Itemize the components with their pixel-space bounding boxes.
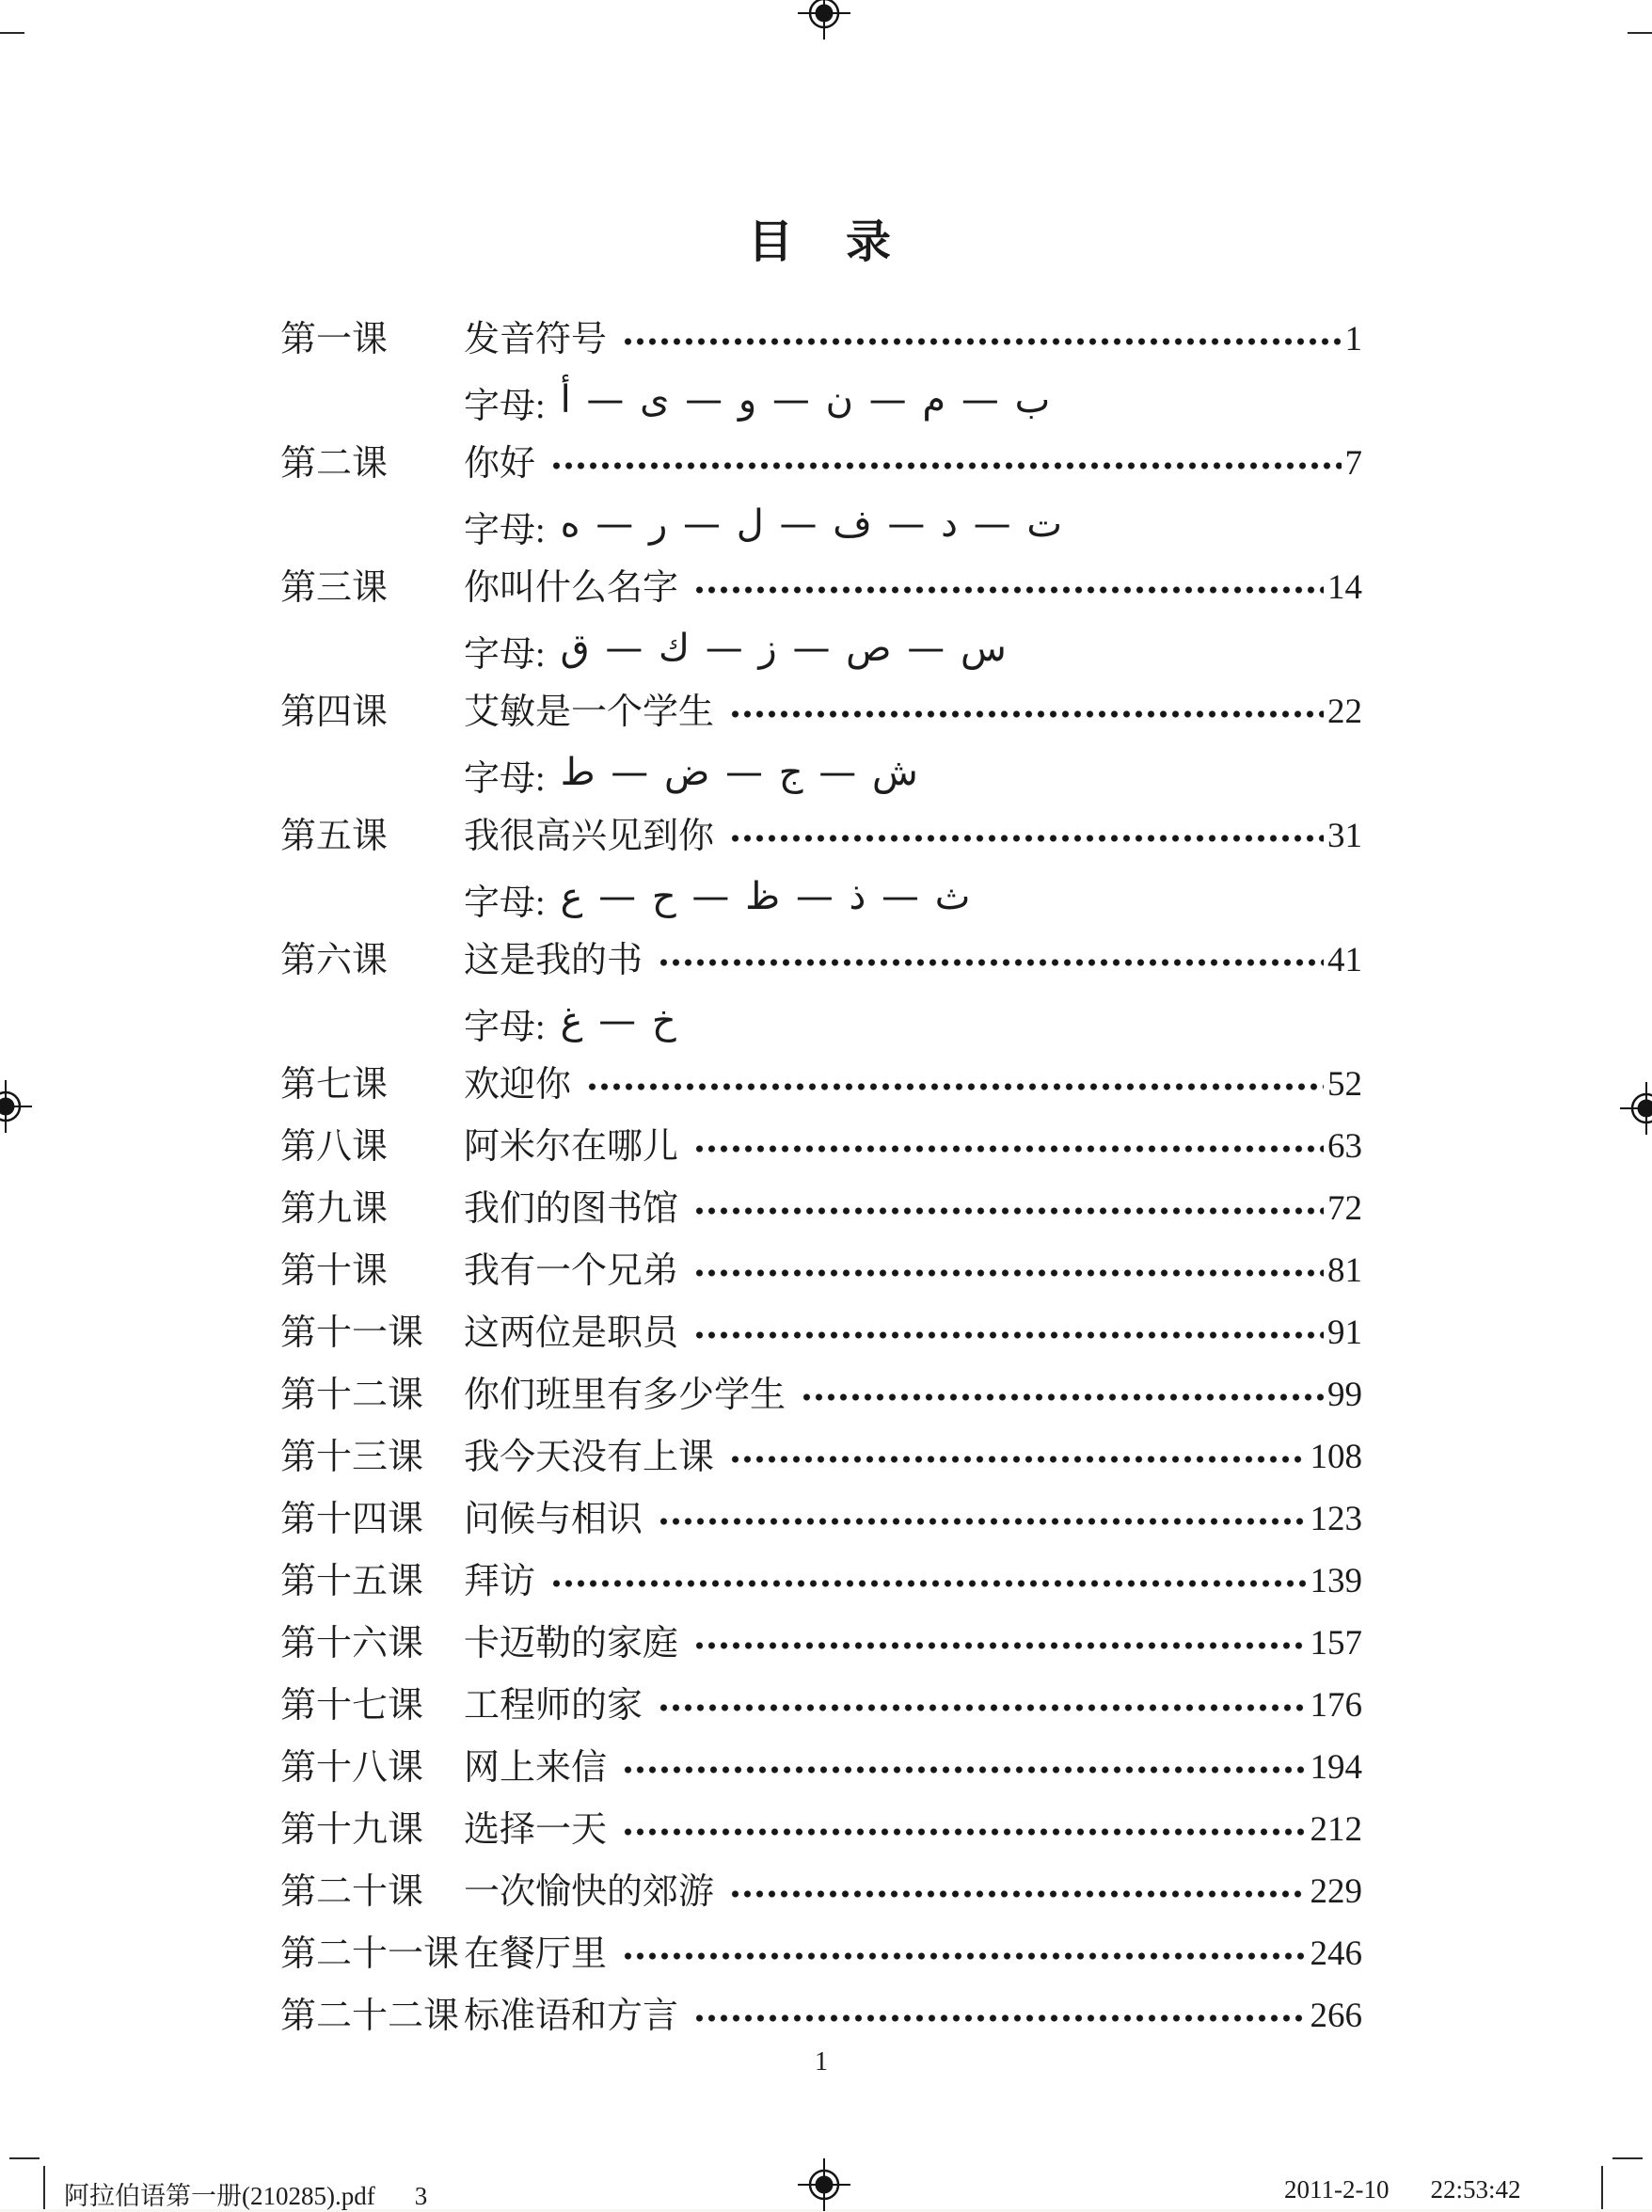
letters-label: 字母: <box>464 625 546 676</box>
lesson-title: 拜访 <box>464 1551 539 1613</box>
lesson-title: 标准语和方言 <box>464 1985 682 2047</box>
lesson-title: 工程师的家 <box>464 1675 646 1737</box>
toc-list <box>280 309 1362 2047</box>
toc-letters-row <box>280 371 1362 433</box>
lesson-title: 你叫什么名字 <box>464 557 682 619</box>
toc-entry-row <box>280 1799 1362 1861</box>
dot-leader <box>548 1551 1306 1613</box>
dot-leader <box>620 309 1341 371</box>
dot-leader <box>691 557 1324 619</box>
lesson-page-number: 194 <box>1310 1737 1363 1799</box>
lesson-page-number: 81 <box>1327 1240 1362 1302</box>
lesson-number-label: 第一课 <box>280 309 464 371</box>
registration-target-icon <box>0 1080 32 1133</box>
toc-entry-row <box>280 433 1362 495</box>
lesson-page-number: 41 <box>1327 930 1362 992</box>
dot-leader <box>656 1675 1306 1737</box>
lesson-number-label: 第十二课 <box>280 1364 464 1426</box>
lesson-title: 在餐厅里 <box>464 1923 611 1985</box>
lesson-page-number: 31 <box>1327 805 1362 867</box>
toc-letters-row <box>280 743 1362 805</box>
lesson-title: 一次愉快的郊游 <box>464 1861 718 1923</box>
toc-entry-row <box>280 1116 1362 1178</box>
lesson-page-number: 108 <box>1310 1426 1363 1488</box>
toc-entry-row <box>280 681 1362 743</box>
lesson-page-number: 14 <box>1327 557 1362 619</box>
dot-leader <box>727 805 1324 867</box>
lesson-number-label: 第四课 <box>280 681 464 743</box>
toc-entry-row <box>280 309 1362 371</box>
lesson-page-number: 176 <box>1310 1675 1363 1737</box>
toc-entry-row <box>280 1178 1362 1240</box>
lesson-number-label: 第十九课 <box>280 1799 464 1861</box>
footer-right <box>1284 2175 1521 2204</box>
toc-letters-row <box>280 992 1362 1054</box>
footer-sheet-number: 3 <box>415 2182 428 2210</box>
letters-label: 字母: <box>464 997 546 1049</box>
toc-letters-row <box>280 867 1362 930</box>
toc-entry-row <box>280 1923 1362 1985</box>
lesson-number-label: 第十五课 <box>280 1551 464 1613</box>
dot-leader <box>727 1426 1306 1488</box>
dot-leader <box>620 1737 1306 1799</box>
crop-mark <box>43 2166 45 2209</box>
letters-label: 字母: <box>464 501 546 552</box>
lesson-title: 选择一天 <box>464 1799 611 1861</box>
toc-entry-row <box>280 1737 1362 1799</box>
lesson-title: 我有一个兄弟 <box>464 1240 682 1302</box>
toc-entry-row <box>280 1985 1362 2047</box>
toc-entry-row <box>280 1613 1362 1675</box>
toc-letters-row <box>280 495 1362 557</box>
lesson-page-number: 1 <box>1345 309 1363 371</box>
lesson-title: 阿米尔在哪儿 <box>464 1116 682 1178</box>
toc-entry-row <box>280 1302 1362 1364</box>
lesson-page-number: 123 <box>1310 1488 1363 1551</box>
lesson-number-label: 第五课 <box>280 805 464 867</box>
crop-mark <box>1601 2166 1603 2209</box>
lesson-page-number: 157 <box>1310 1613 1363 1675</box>
arabic-letters: ع — ح — ظ — ذ — ث <box>561 875 971 918</box>
lesson-number-label: 第十课 <box>280 1240 464 1302</box>
registration-target-icon <box>798 0 850 40</box>
toc-entry-row <box>280 557 1362 619</box>
crop-mark <box>1612 2157 1643 2159</box>
lesson-page-number: 63 <box>1327 1116 1362 1178</box>
arabic-letters: ط — ض — ج — ش <box>561 751 918 794</box>
lesson-title: 我们的图书馆 <box>464 1178 682 1240</box>
dot-leader <box>691 1302 1324 1364</box>
lesson-number-label: 第二课 <box>280 433 464 495</box>
toc-entry-row <box>280 805 1362 867</box>
letters-label: 字母: <box>464 749 546 801</box>
lesson-title: 我很高兴见到你 <box>464 805 718 867</box>
footer-filename: 阿拉伯语第一册(210285).pdf <box>64 2182 375 2210</box>
dot-leader <box>691 1116 1324 1178</box>
lesson-number-label: 第十四课 <box>280 1488 464 1551</box>
page-number: 1 <box>280 2047 1362 2077</box>
dot-leader <box>727 681 1324 743</box>
lesson-title: 你好 <box>464 433 539 495</box>
lesson-title: 艾敏是一个学生 <box>464 681 718 743</box>
toc-entry-row <box>280 1240 1362 1302</box>
lesson-title: 发音符号 <box>464 309 611 371</box>
footer-time: 22:53:42 <box>1430 2175 1520 2204</box>
lesson-page-number: 139 <box>1310 1551 1363 1613</box>
dot-leader <box>691 1613 1306 1675</box>
letters-label: 字母: <box>464 873 546 925</box>
lesson-number-label: 第二十一课 <box>280 1923 464 1985</box>
lesson-number-label: 第十一课 <box>280 1302 464 1364</box>
dot-leader <box>656 930 1324 992</box>
toc-entry-row <box>280 1488 1362 1551</box>
arabic-letters: غ — خ <box>561 999 676 1042</box>
lesson-number-label: 第七课 <box>280 1054 464 1116</box>
footer-date: 2011-2-10 <box>1284 2175 1389 2204</box>
lesson-page-number: 72 <box>1327 1178 1362 1240</box>
crop-mark <box>0 32 24 34</box>
lesson-number-label: 第十三课 <box>280 1426 464 1488</box>
lesson-number-label: 第二十二课 <box>280 1985 464 2047</box>
toc-letters-row <box>280 619 1362 681</box>
lesson-page-number: 52 <box>1327 1054 1362 1116</box>
arabic-letters: ق — ك — ز — ص — س <box>561 627 1007 670</box>
lesson-page-number: 266 <box>1310 1985 1363 2047</box>
lesson-number-label: 第八课 <box>280 1116 464 1178</box>
lesson-title: 你们班里有多少学生 <box>464 1364 789 1426</box>
lesson-title: 问候与相识 <box>464 1488 646 1551</box>
lesson-page-number: 7 <box>1345 433 1363 495</box>
crop-mark <box>9 2157 40 2159</box>
dot-leader <box>691 1985 1306 2047</box>
lesson-page-number: 22 <box>1327 681 1362 743</box>
crop-mark <box>1628 32 1652 34</box>
dot-leader <box>799 1364 1324 1426</box>
lesson-number-label: 第九课 <box>280 1178 464 1240</box>
dot-leader <box>656 1488 1306 1551</box>
lesson-number-label: 第六课 <box>280 930 464 992</box>
toc-entry-row <box>280 1675 1362 1737</box>
arabic-letters: ه — ر — ل — ف — د — ت <box>561 502 1062 546</box>
toc-entry-row <box>280 1861 1362 1923</box>
registration-target-icon <box>798 2158 850 2211</box>
lesson-title: 这是我的书 <box>464 930 646 992</box>
lesson-number-label: 第十七课 <box>280 1675 464 1737</box>
letters-label: 字母: <box>464 376 546 428</box>
lesson-title: 网上来信 <box>464 1737 611 1799</box>
dot-leader <box>620 1799 1306 1861</box>
toc-entry-row <box>280 1054 1362 1116</box>
lesson-page-number: 246 <box>1310 1923 1363 1985</box>
lesson-title: 这两位是职员 <box>464 1302 682 1364</box>
dot-leader <box>691 1178 1324 1240</box>
lesson-number-label: 第十八课 <box>280 1737 464 1799</box>
dot-leader <box>548 433 1341 495</box>
toc-entry-row <box>280 1551 1362 1613</box>
toc-entry-row <box>280 930 1362 992</box>
dot-leader <box>691 1240 1324 1302</box>
lesson-page-number: 212 <box>1310 1799 1363 1861</box>
arabic-letters: أ — ى — و — ن — م — ب <box>561 378 1051 422</box>
lesson-title: 我今天没有上课 <box>464 1426 718 1488</box>
footer-left <box>64 2175 427 2212</box>
toc-entry-row <box>280 1426 1362 1488</box>
lesson-page-number: 99 <box>1327 1364 1362 1426</box>
lesson-title: 欢迎你 <box>464 1054 575 1116</box>
dot-leader <box>620 1923 1306 1985</box>
registration-target-icon <box>1620 1082 1652 1135</box>
lesson-number-label: 第二十课 <box>280 1861 464 1923</box>
lesson-title: 卡迈勒的家庭 <box>464 1613 682 1675</box>
dot-leader <box>727 1861 1306 1923</box>
page-title: 目 录 <box>280 205 1362 270</box>
dot-leader <box>584 1054 1324 1116</box>
lesson-number-label: 第三课 <box>280 557 464 619</box>
lesson-number-label: 第十六课 <box>280 1613 464 1675</box>
lesson-page-number: 91 <box>1327 1302 1362 1364</box>
toc-entry-row <box>280 1364 1362 1426</box>
lesson-page-number: 229 <box>1310 1861 1363 1923</box>
